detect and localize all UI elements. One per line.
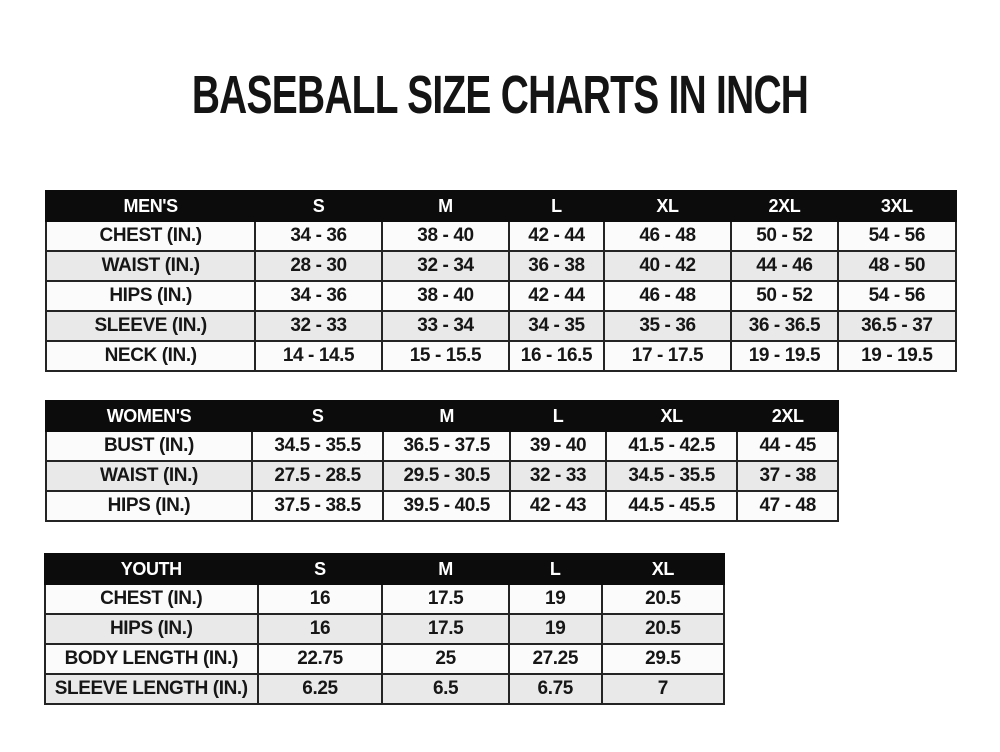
measurement-row xyxy=(46,431,838,461)
size-column-header: M xyxy=(382,554,508,584)
size-value: 42 - 44 xyxy=(509,221,604,251)
womens-group-label: WOMEN'S xyxy=(46,401,252,431)
size-value: 39 - 40 xyxy=(510,431,606,461)
size-value: 16 xyxy=(258,614,383,644)
size-value: 15 - 15.5 xyxy=(382,341,509,371)
size-value: 38 - 40 xyxy=(382,221,509,251)
mens-header-row xyxy=(46,191,956,221)
size-value: 36.5 - 37 xyxy=(838,311,956,341)
size-value: 44 - 46 xyxy=(731,251,837,281)
size-value: 20.5 xyxy=(602,614,724,644)
measurement-row xyxy=(46,221,956,251)
measurement-row xyxy=(46,461,838,491)
size-value: 6.5 xyxy=(382,674,508,704)
measurement-row xyxy=(45,644,724,674)
mens-group-label: MEN'S xyxy=(46,191,255,221)
womens-header-row xyxy=(46,401,838,431)
size-value: 42 - 43 xyxy=(510,491,606,521)
size-value: 44.5 - 45.5 xyxy=(606,491,737,521)
size-value: 34 - 36 xyxy=(255,221,381,251)
size-value: 54 - 56 xyxy=(838,221,956,251)
size-value: 17 - 17.5 xyxy=(604,341,731,371)
size-value: 19 xyxy=(509,614,602,644)
size-value: 19 - 19.5 xyxy=(731,341,837,371)
measurement-row xyxy=(45,584,724,614)
mens-size-table xyxy=(45,190,957,372)
measurement-row xyxy=(45,614,724,644)
size-value: 6.25 xyxy=(258,674,383,704)
size-column-header: S xyxy=(258,554,383,584)
youth-size-table xyxy=(44,553,725,705)
size-value: 14 - 14.5 xyxy=(255,341,381,371)
size-column-header: L xyxy=(510,401,606,431)
page-title: BASEBALL SIZE CHARTS IN INCH xyxy=(191,65,809,125)
size-value: 36.5 - 37.5 xyxy=(383,431,510,461)
size-value: 54 - 56 xyxy=(838,281,956,311)
measurement-row xyxy=(45,674,724,704)
measurement-label: BODY LENGTH (IN.) xyxy=(45,644,258,674)
size-column-header: L xyxy=(509,554,602,584)
measurement-label: CHEST (IN.) xyxy=(46,221,255,251)
measurement-label: HIPS (IN.) xyxy=(45,614,258,644)
size-value: 7 xyxy=(602,674,724,704)
size-column-header: 2XL xyxy=(731,191,837,221)
size-value: 27.25 xyxy=(509,644,602,674)
measurement-row xyxy=(46,281,956,311)
size-value: 29.5 xyxy=(602,644,724,674)
size-value: 32 - 33 xyxy=(255,311,381,341)
size-column-header: L xyxy=(509,191,604,221)
size-value: 36 - 36.5 xyxy=(731,311,837,341)
size-value: 27.5 - 28.5 xyxy=(252,461,383,491)
measurement-row xyxy=(46,491,838,521)
measurement-label: SLEEVE LENGTH (IN.) xyxy=(45,674,258,704)
womens-size-table xyxy=(45,400,839,522)
size-value: 50 - 52 xyxy=(731,281,837,311)
size-value: 38 - 40 xyxy=(382,281,509,311)
size-value: 34.5 - 35.5 xyxy=(252,431,383,461)
size-value: 36 - 38 xyxy=(509,251,604,281)
youth-group-label: YOUTH xyxy=(45,554,258,584)
size-value: 20.5 xyxy=(602,584,724,614)
size-value: 46 - 48 xyxy=(604,221,731,251)
size-column-header: M xyxy=(382,191,509,221)
size-value: 50 - 52 xyxy=(731,221,837,251)
size-value: 19 xyxy=(509,584,602,614)
size-column-header: XL xyxy=(602,554,724,584)
measurement-label: HIPS (IN.) xyxy=(46,281,255,311)
size-column-header: 3XL xyxy=(838,191,956,221)
size-value: 28 - 30 xyxy=(255,251,381,281)
size-value: 42 - 44 xyxy=(509,281,604,311)
size-column-header: S xyxy=(252,401,383,431)
size-value: 48 - 50 xyxy=(838,251,956,281)
measurement-label: WAIST (IN.) xyxy=(46,251,255,281)
measurement-label: CHEST (IN.) xyxy=(45,584,258,614)
size-column-header: 2XL xyxy=(737,401,838,431)
size-value: 17.5 xyxy=(382,584,508,614)
measurement-label: NECK (IN.) xyxy=(46,341,255,371)
size-value: 40 - 42 xyxy=(604,251,731,281)
size-value: 17.5 xyxy=(382,614,508,644)
size-value: 34 - 36 xyxy=(255,281,381,311)
measurement-row xyxy=(46,311,956,341)
measurement-label: BUST (IN.) xyxy=(46,431,252,461)
size-value: 22.75 xyxy=(258,644,383,674)
size-column-header: XL xyxy=(606,401,737,431)
size-value: 34.5 - 35.5 xyxy=(606,461,737,491)
youth-header-row xyxy=(45,554,724,584)
size-value: 6.75 xyxy=(509,674,602,704)
size-value: 39.5 - 40.5 xyxy=(383,491,510,521)
size-value: 46 - 48 xyxy=(604,281,731,311)
size-value: 47 - 48 xyxy=(737,491,838,521)
size-value: 25 xyxy=(382,644,508,674)
size-value: 32 - 33 xyxy=(510,461,606,491)
measurement-row xyxy=(46,251,956,281)
size-value: 34 - 35 xyxy=(509,311,604,341)
measurement-label: SLEEVE (IN.) xyxy=(46,311,255,341)
measurement-row xyxy=(46,341,956,371)
size-value: 19 - 19.5 xyxy=(838,341,956,371)
size-value: 29.5 - 30.5 xyxy=(383,461,510,491)
size-column-header: S xyxy=(255,191,381,221)
size-value: 35 - 36 xyxy=(604,311,731,341)
size-value: 37.5 - 38.5 xyxy=(252,491,383,521)
size-column-header: XL xyxy=(604,191,731,221)
size-value: 16 - 16.5 xyxy=(509,341,604,371)
size-value: 44 - 45 xyxy=(737,431,838,461)
size-value: 33 - 34 xyxy=(382,311,509,341)
size-value: 37 - 38 xyxy=(737,461,838,491)
size-column-header: M xyxy=(383,401,510,431)
measurement-label: HIPS (IN.) xyxy=(46,491,252,521)
measurement-label: WAIST (IN.) xyxy=(46,461,252,491)
size-value: 41.5 - 42.5 xyxy=(606,431,737,461)
size-value: 32 - 34 xyxy=(382,251,509,281)
size-value: 16 xyxy=(258,584,383,614)
